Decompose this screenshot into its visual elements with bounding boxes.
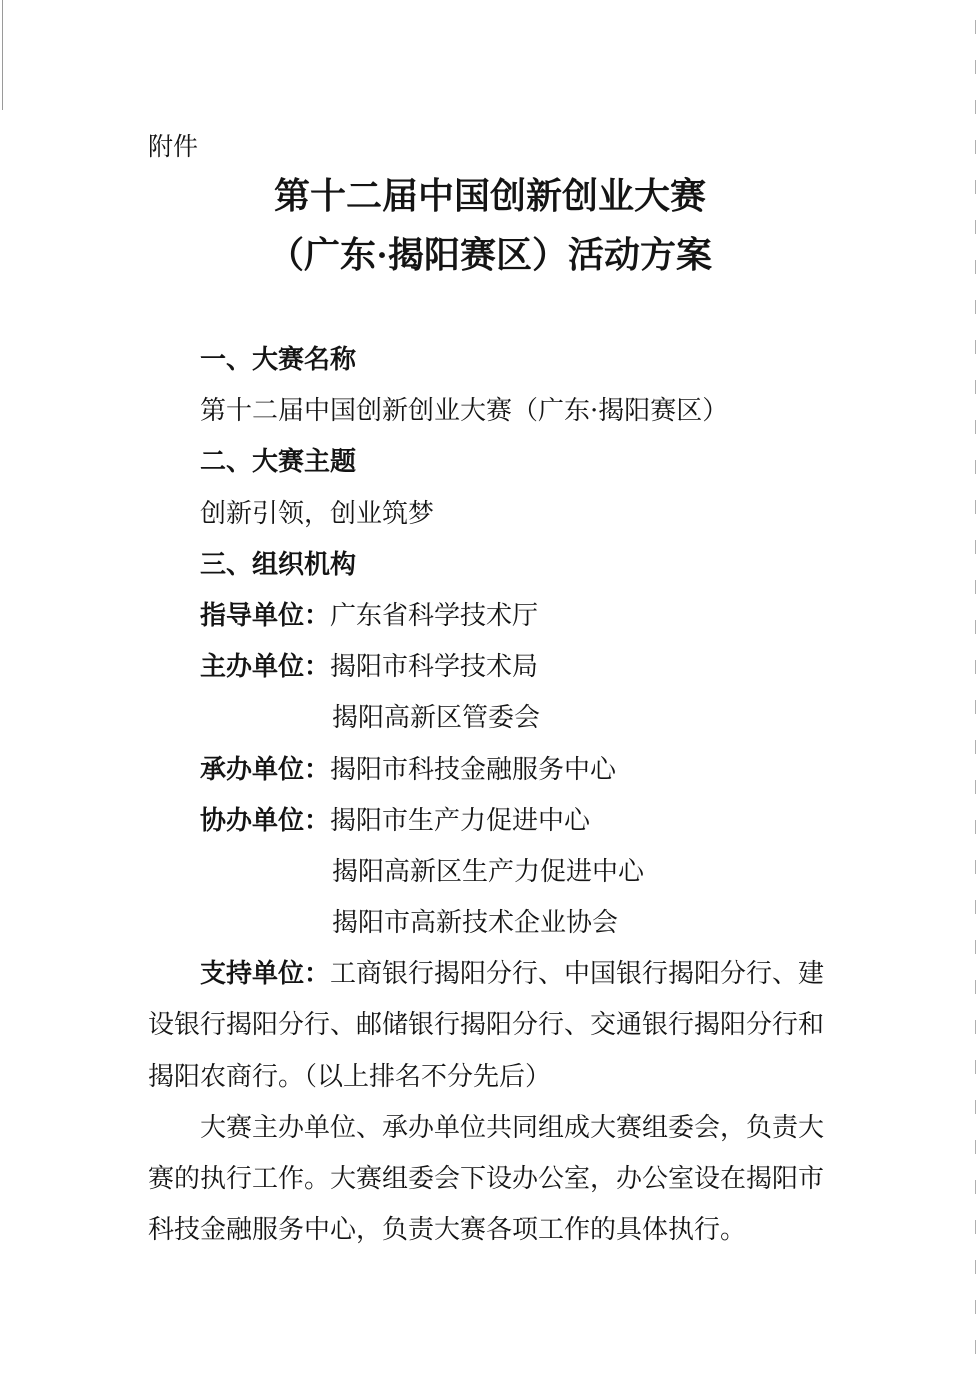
co-unit-value: 揭阳高新区生产力促进中心 [332, 856, 645, 887]
title-line-1: 第十二届中国创新创业大赛 [273, 176, 706, 216]
competition-theme-text: 创新引领，创业筑梦 [200, 498, 435, 529]
support-unit-label: 支持单位： [200, 959, 331, 990]
document-body [148, 335, 838, 1256]
co-unit-label: 协办单位： [200, 805, 331, 836]
guide-unit-value: 广东省科学技术厅 [330, 600, 539, 631]
co-unit-row [148, 796, 838, 847]
host-unit-label: 主办单位： [200, 652, 331, 683]
host-unit-value: 揭阳高新区管委会 [332, 703, 541, 734]
guide-unit-row [148, 591, 838, 642]
support-unit-text: 揭阳农商行。（以上排名不分先后） [148, 1061, 552, 1092]
section-heading-name: 一、大赛名称 [200, 345, 357, 375]
co-unit-value: 揭阳市生产力促进中心 [330, 805, 591, 836]
committee-paragraph-line: 大赛主办单位、承办单位共同组成大赛组委会，负责大 [200, 1112, 825, 1143]
scan-edge-left [2, 0, 3, 110]
section-heading-theme: 二、大赛主题 [200, 447, 357, 478]
section-heading-org: 三、组织机构 [200, 549, 357, 580]
support-unit-text: 工商银行揭阳分行、中国银行揭阳分行、建 [330, 959, 825, 990]
attachment-label: 附件 [148, 132, 199, 161]
committee-paragraph-line: 科技金融服务中心，负责大赛各项工作的具体执行。 [148, 1215, 747, 1246]
guide-unit-label: 指导单位： [200, 600, 331, 631]
organizer-unit-value: 揭阳市科技金融服务中心 [330, 754, 617, 785]
document-title [0, 167, 980, 285]
committee-paragraph-line: 赛的执行工作。大赛组委会下设办公室，办公室设在揭阳市 [148, 1164, 825, 1194]
organizer-unit-label: 承办单位： [200, 754, 331, 785]
host-unit-row [148, 642, 838, 693]
support-unit-row [148, 949, 838, 1000]
organizer-unit-row [148, 745, 838, 796]
host-unit-value: 揭阳市科学技术局 [330, 652, 539, 683]
competition-name-text: 第十二届中国创新创业大赛（广东·揭阳赛区） [200, 396, 729, 427]
co-unit-value: 揭阳市高新技术企业协会 [332, 908, 619, 939]
title-line-2: （广东·揭阳赛区）活动方案 [267, 235, 712, 275]
support-unit-text: 设银行揭阳分行、邮储银行揭阳分行、交通银行揭阳分行和 [148, 1010, 825, 1041]
